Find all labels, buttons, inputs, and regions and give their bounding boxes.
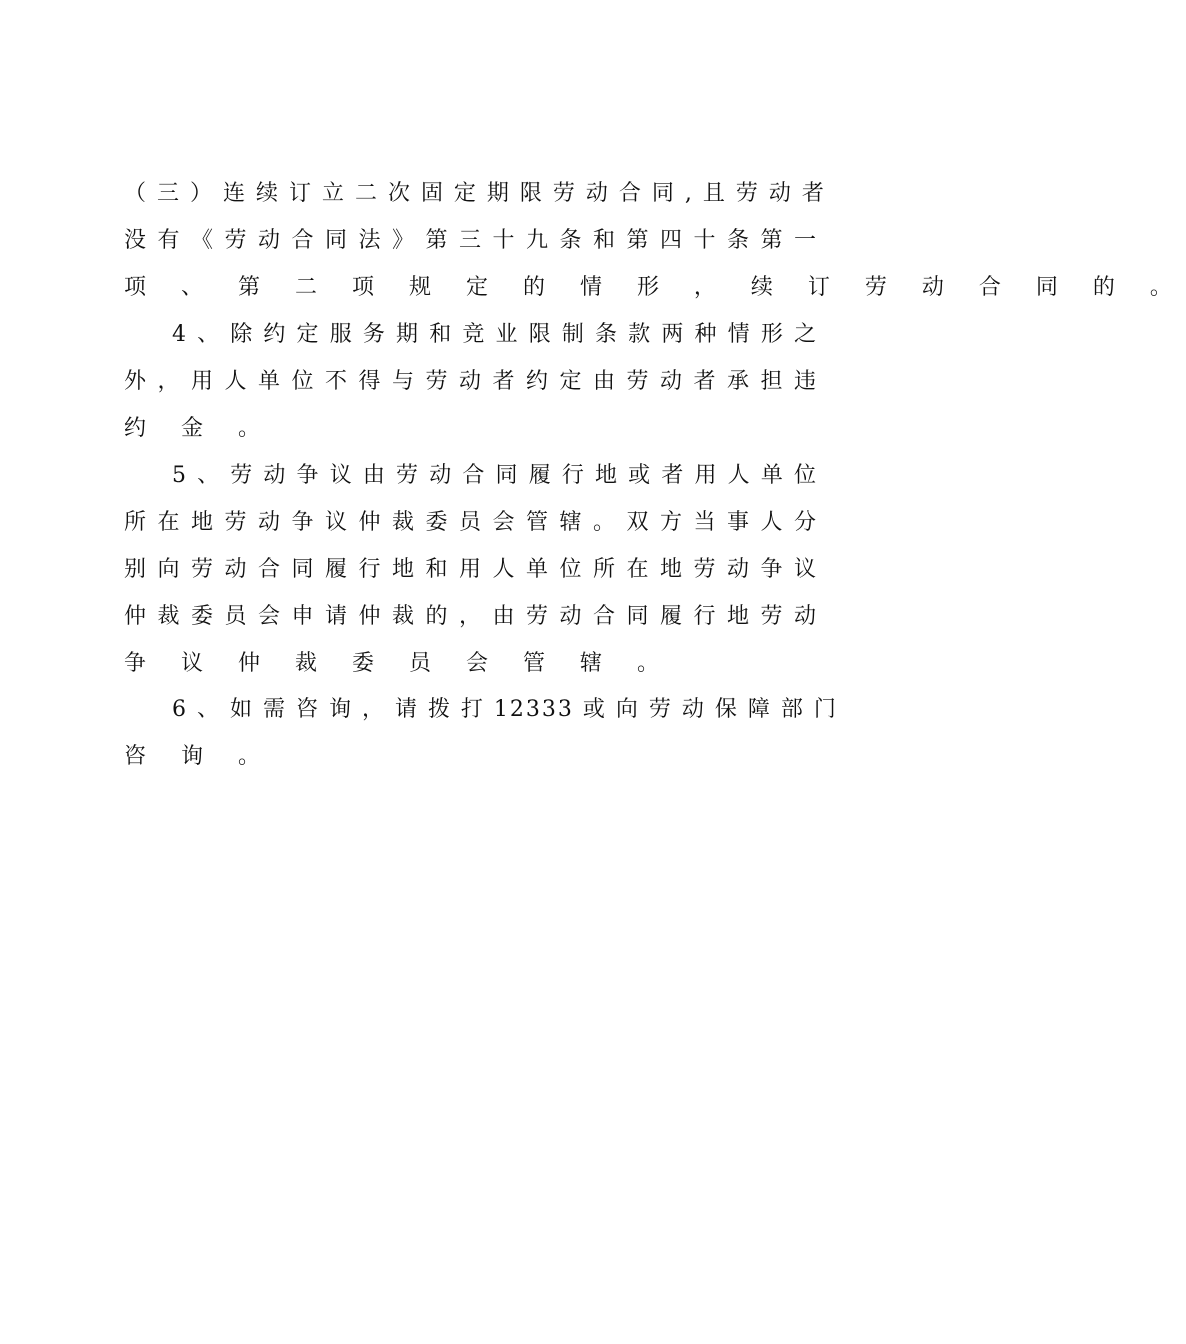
- text-line: 别 向 劳 动 合 同 履 行 地 和 用 人 单 位 所 在 地 劳 动 争 议: [124, 557, 818, 582]
- paragraph-item-5: [124, 452, 818, 687]
- text-line: 项 、 第 二 项 规 定 的 情 形 ， 续 订 劳 动 合 同 的 。: [124, 275, 1186, 300]
- text-line: 咨 询 。: [124, 744, 274, 769]
- text-line: 没 有 《 劳 动 合 同 法 》 第 三 十 九 条 和 第 四 十 条 第 一: [124, 228, 818, 253]
- paragraph-item-3-continued: [124, 170, 1186, 311]
- text-line: 所 在 地 劳 动 争 议 仲 裁 委 员 会 管 辖 。 双 方 当 事 人 分: [124, 510, 818, 535]
- text-line: 5 、 劳 动 争 议 由 劳 动 合 同 履 行 地 或 者 用 人 单 位: [172, 463, 818, 488]
- paragraph-item-6: [124, 686, 838, 780]
- text-line: 争 议 仲 裁 委 员 会 管 辖 。: [124, 651, 673, 676]
- text-line: 外 ， 用 人 单 位 不 得 与 劳 动 者 约 定 由 劳 动 者 承 担 违: [124, 369, 818, 394]
- text-line: （ 三 ） 连 续 订 立 二 次 固 定 期 限 劳 动 合 同 , 且 劳 动 者: [124, 181, 826, 206]
- text-line: 仲 裁 委 员 会 申 请 仲 裁 的 ， 由 劳 动 合 同 履 行 地 劳 动: [124, 604, 818, 629]
- paragraph-item-4: [124, 311, 818, 452]
- text-line: 4 、 除 约 定 服 务 期 和 竞 业 限 制 条 款 两 种 情 形 之: [172, 322, 818, 347]
- text-line: 约 金 。: [124, 416, 274, 441]
- text-line: 6 、 如 需 咨 询 ， 请 拨 打 12333 或 向 劳 动 保 障 部 门: [172, 697, 838, 722]
